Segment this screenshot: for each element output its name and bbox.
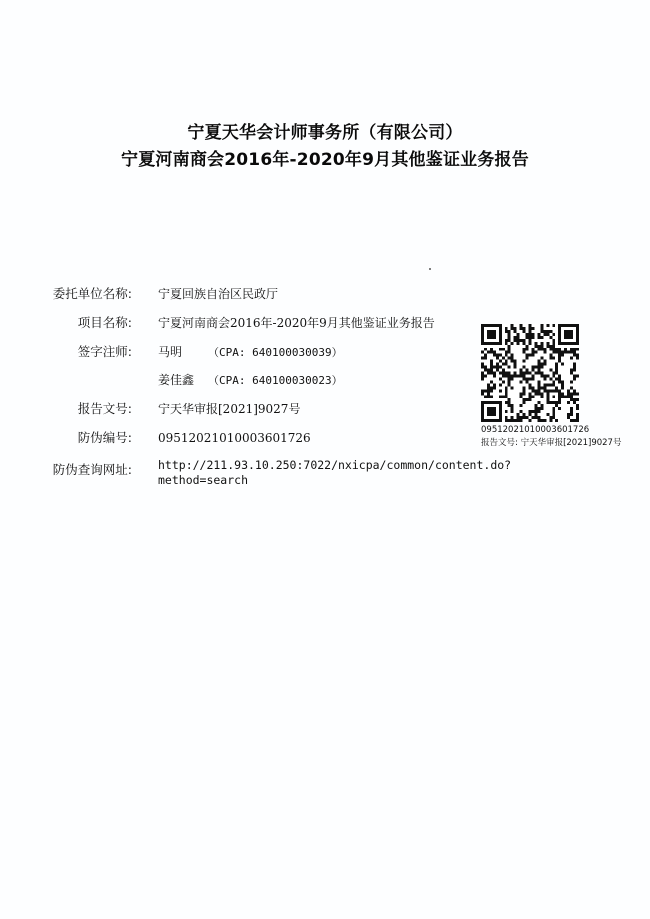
client-value: 宁夏回族自治区民政厅 <box>158 287 279 301</box>
anti-fake-value: 09512021010003601726 <box>158 431 311 445</box>
scan-speck <box>429 268 431 270</box>
qr-code-image <box>481 324 579 422</box>
report-title: 宁夏河南商会2016年-2020年9月其他鉴证业务报告 <box>121 150 529 170</box>
project-label: 项目名称: <box>77 315 132 330</box>
anti-fake-label: 防伪编号: <box>77 430 132 445</box>
client-label: 委托单位名称: <box>52 286 132 301</box>
qr-caption-code: 09512021010003601726 <box>481 425 590 435</box>
report-no-label: 报告文号: <box>77 401 132 416</box>
query-url-line-2[interactable]: method=search <box>158 473 249 487</box>
signer-2-name: 姜佳鑫 <box>158 373 195 387</box>
query-url-label: 防伪查询网址: <box>52 462 132 477</box>
signer-2 <box>158 372 343 389</box>
signer-1 <box>158 344 343 361</box>
project-value: 宁夏河南商会2016年-2020年9月其他鉴证业务报告 <box>158 316 435 330</box>
signer-label: 签字注师: <box>77 344 132 359</box>
firm-name-title: 宁夏天华会计师事务所（有限公司） <box>187 123 463 143</box>
signer-1-cpa: （CPA: 640100030039） <box>208 346 343 359</box>
qr-caption-report: 报告文号: 宁天华审报[2021]9027号 <box>481 438 622 448</box>
signer-1-name: 马明 <box>158 345 183 359</box>
report-no-value: 宁天华审报[2021]9027号 <box>158 402 301 416</box>
signer-2-cpa: （CPA: 640100030023） <box>208 374 343 387</box>
query-url-line-1[interactable]: http://211.93.10.250:7022/nxicpa/common/content.do? <box>158 458 512 472</box>
